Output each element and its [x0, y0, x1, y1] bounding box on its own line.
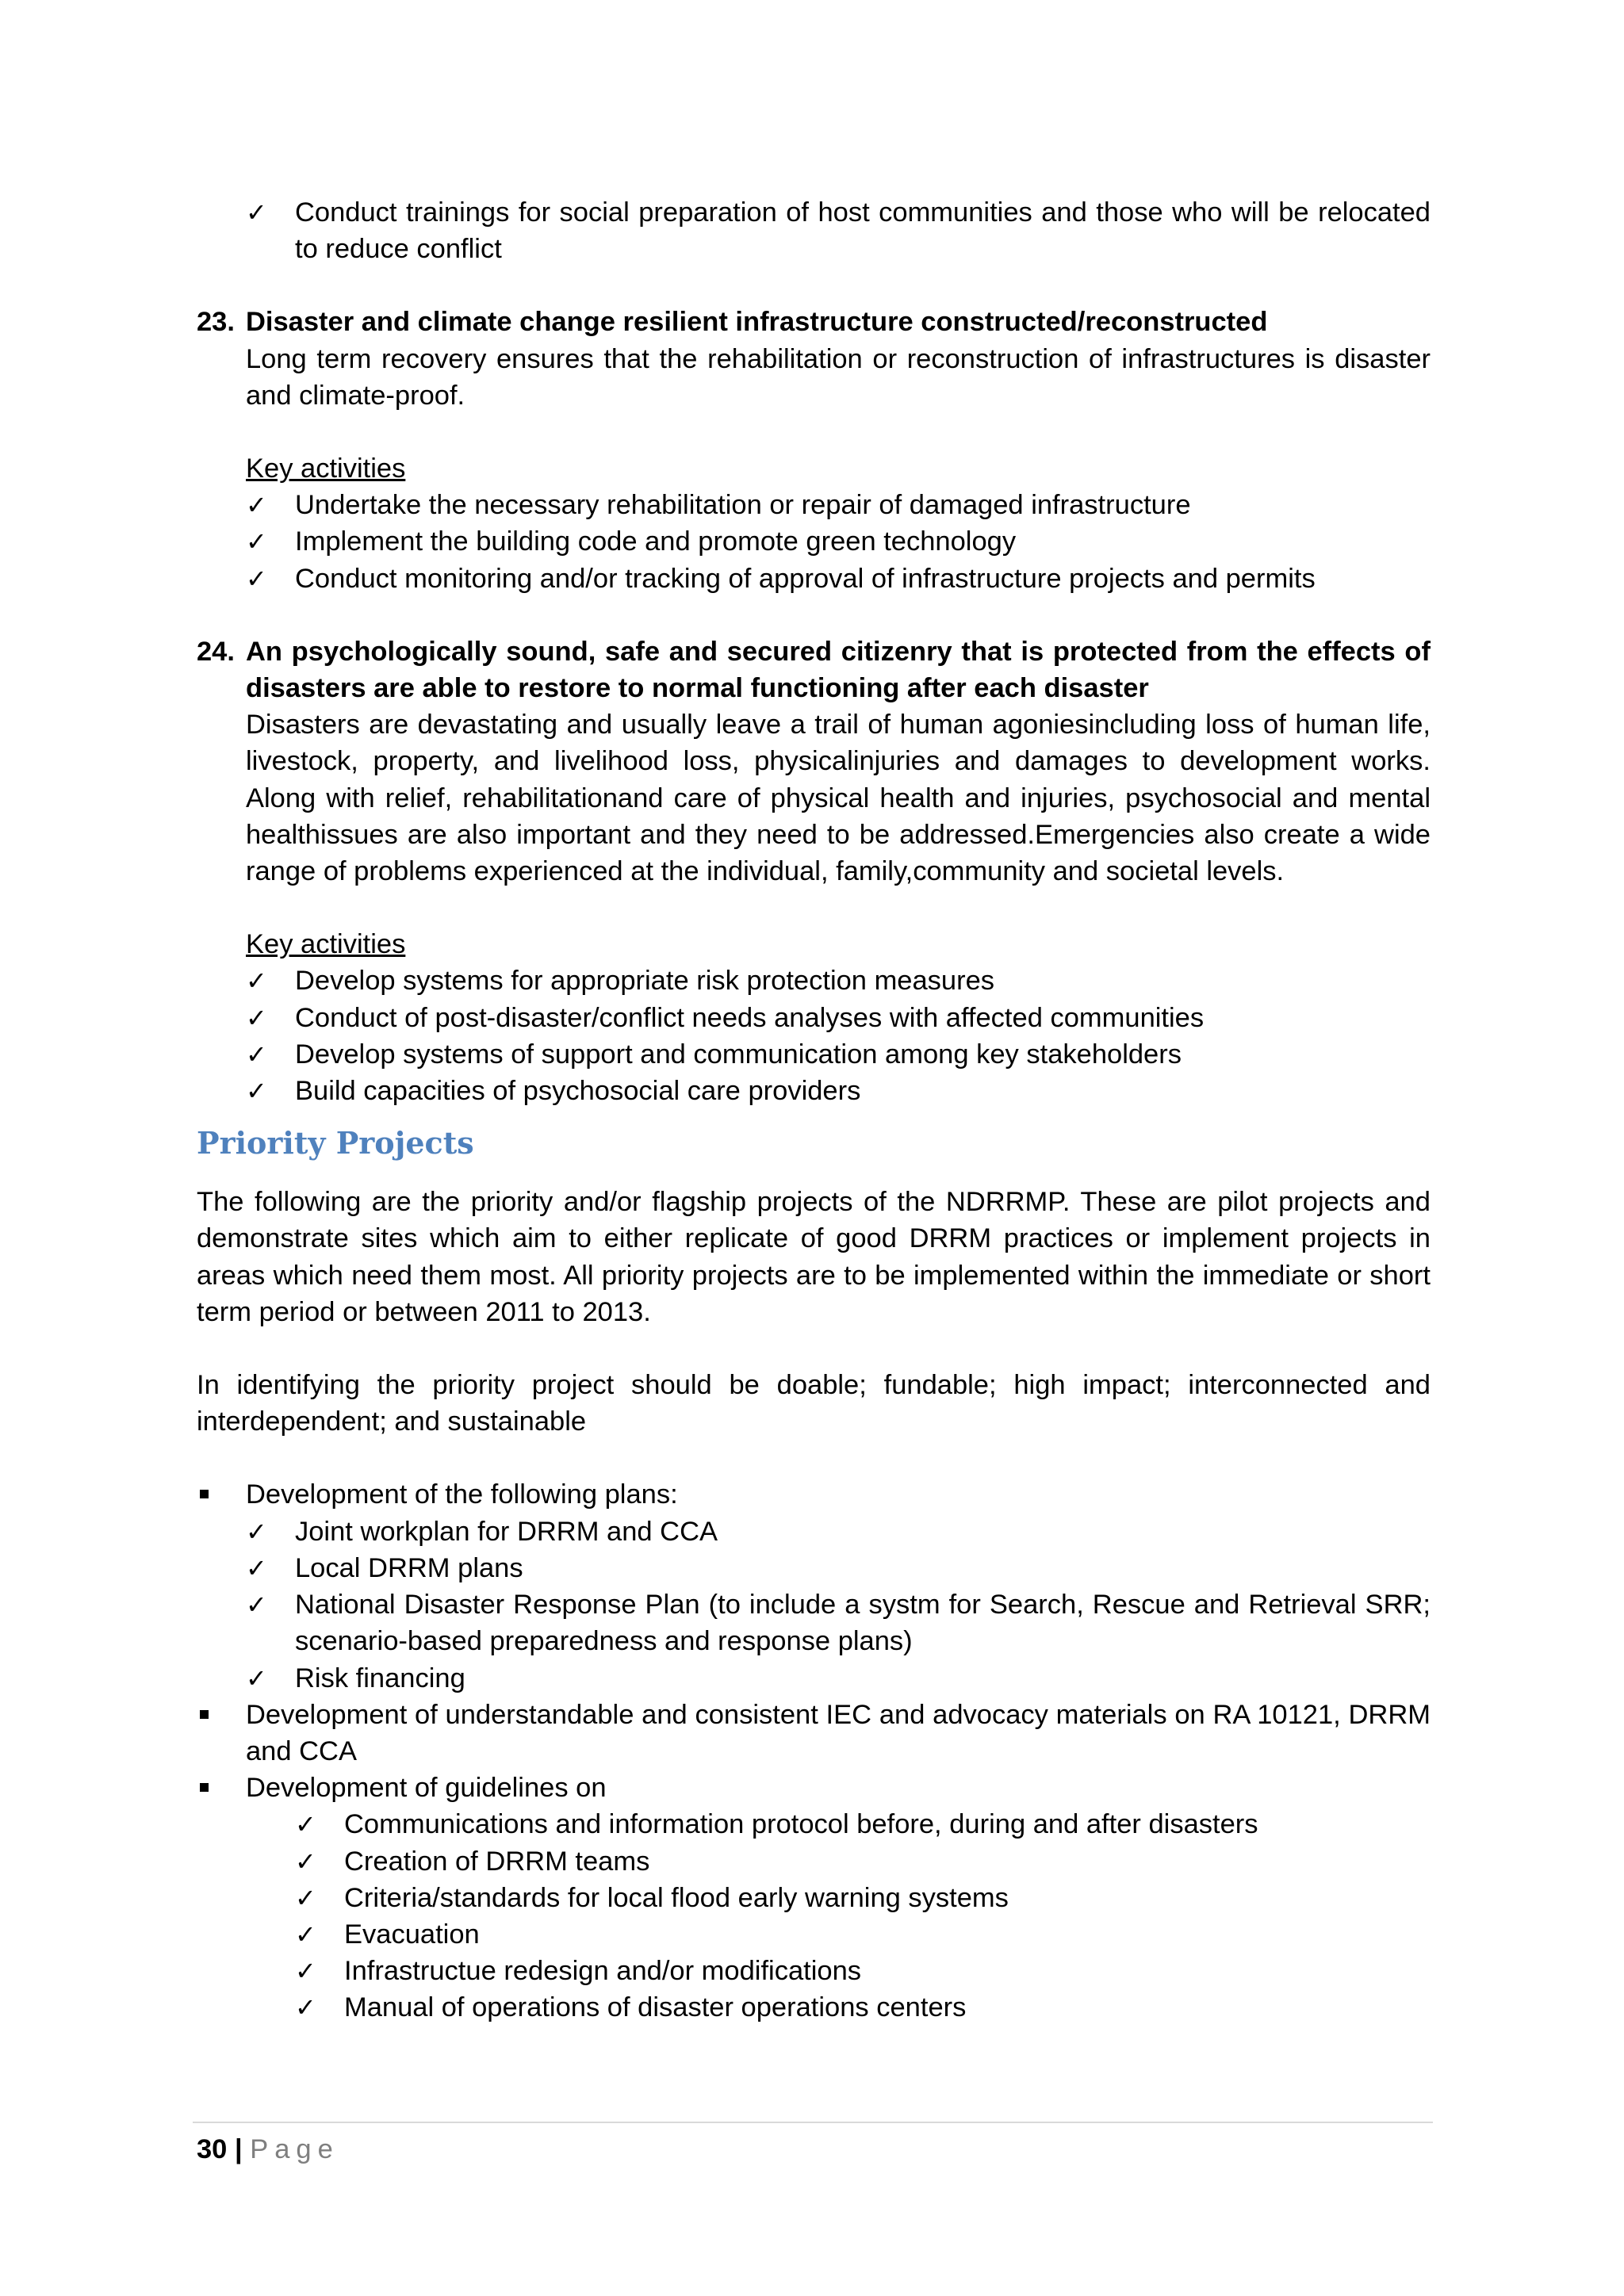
- key-activities-label: Key activities: [246, 453, 406, 484]
- bullet-text: Development of the following plans:: [246, 1479, 678, 1510]
- checklist-item: [197, 561, 1431, 597]
- bullet-item-guidelines: [197, 1770, 1431, 1806]
- checklist-text: Build capacities of psychosocial care providers: [295, 1076, 861, 1107]
- checkmark-icon: ✓: [295, 1809, 316, 1840]
- section-number: 24.: [197, 636, 235, 667]
- checklist-text: Creation of DRRM teams: [344, 1846, 650, 1877]
- bullet-item-iec: [197, 1697, 1431, 1770]
- square-bullet-icon: [200, 1783, 209, 1792]
- checkmark-icon: ✓: [246, 966, 267, 997]
- checklist-text: Infrastructue redesign and/or modifications: [344, 1956, 862, 1987]
- checkmark-icon: ✓: [246, 563, 267, 594]
- checklist-item: [197, 1843, 1431, 1880]
- section-number: 23.: [197, 307, 235, 338]
- checkmark-icon: ✓: [246, 1590, 267, 1621]
- priority-criteria-paragraph: In identifying the priority project should be doable; fundable; high impact; interconnected and interdependent; and sustainable: [197, 1370, 1431, 1437]
- bullet-text: Development of understandable and consistent IEC and advocacy materials on RA 10121, DRRM and CCA: [246, 1699, 1431, 1766]
- checklist-item: [197, 487, 1431, 523]
- checklist-item: [197, 1953, 1431, 1989]
- checklist-text: Conduct trainings for social preparation of host communities and those who will be relocated to reduce conflict: [295, 197, 1431, 265]
- checklist-text: Undertake the necessary rehabilitation or repair of damaged infrastructure: [295, 490, 1191, 521]
- section-body: Long term recovery ensures that the rehabilitation or reconstruction of infrastructures is disaster and climate-proof.: [246, 343, 1431, 411]
- document-page: [197, 194, 1431, 2026]
- checkmark-icon: ✓: [246, 197, 267, 228]
- checkmark-icon: ✓: [246, 1663, 267, 1693]
- checkmark-icon: ✓: [295, 1992, 316, 2023]
- checklist-item: [197, 523, 1431, 560]
- checklist-text: Risk financing: [295, 1663, 465, 1693]
- key-activities-label: Key activities: [246, 929, 406, 960]
- bullet-item-plans: [197, 1476, 1431, 1513]
- checklist-text: Criteria/standards for local flood early warning systems: [344, 1882, 1009, 1913]
- checklist-text: Joint workplan for DRRM and CCA: [295, 1516, 718, 1547]
- checklist-item: [197, 962, 1431, 999]
- checklist-text: Conduct monitoring and/or tracking of approval of infrastructure projects and permits: [295, 563, 1316, 594]
- bullet-text: Development of guidelines on: [246, 1773, 607, 1804]
- checkmark-icon: ✓: [295, 1919, 316, 1950]
- section-title: Disaster and climate change resilient infrastructure constructed/reconstructed: [246, 307, 1268, 338]
- checklist-text: National Disaster Response Plan (to include a systm for Search, Rescue and Retrieval SRR; scenario-based preparedness and response plans): [295, 1590, 1431, 1657]
- checklist-item: [197, 1513, 1431, 1550]
- checkmark-icon: ✓: [246, 490, 267, 521]
- checklist-text: Implement the building code and promote green technology: [295, 526, 1017, 557]
- checklist-item: [197, 1660, 1431, 1697]
- checklist-item: [197, 1880, 1431, 1916]
- priority-projects-heading: Priority Projects: [197, 1125, 474, 1161]
- priority-intro-paragraph: The following are the priority and/or flagship projects of the NDRRMP. These are pilot projects and demonstrate sites which aim to either replicate of good DRRM practices or implement projects in areas which need them most. All priority projects are to be implemented within the immediate or short term period or between 2011 to 2013.: [197, 1187, 1431, 1327]
- checkmark-icon: ✓: [295, 1846, 316, 1877]
- checklist-text: Manual of operations of disaster operations centers: [344, 1992, 967, 2023]
- page-number: 30: [197, 2134, 228, 2164]
- checklist-text: Evacuation: [344, 1919, 480, 1950]
- checklist-item: [197, 1000, 1431, 1036]
- footer-separator: |: [234, 2134, 243, 2164]
- checklist-text: Develop systems of support and communication among key stakeholders: [295, 1039, 1182, 1070]
- checkmark-icon: ✓: [246, 1076, 267, 1107]
- square-bullet-icon: [200, 1490, 209, 1498]
- checklist-text: Develop systems for appropriate risk protection measures: [295, 966, 995, 997]
- section-title: An psychologically sound, safe and secured citizenry that is protected from the effects of disasters are able to restore to normal functioning after each disaster: [246, 636, 1431, 704]
- checkmark-icon: ✓: [246, 1516, 267, 1547]
- checklist-text: Communications and information protocol before, during and after disasters: [344, 1809, 1258, 1840]
- checkmark-icon: ✓: [295, 1956, 316, 1987]
- page-label: Page: [250, 2134, 339, 2164]
- checklist-item: [197, 1550, 1431, 1586]
- checklist-item: [197, 194, 1431, 267]
- checkmark-icon: ✓: [246, 1039, 267, 1070]
- square-bullet-icon: [200, 1710, 209, 1719]
- checkmark-icon: ✓: [246, 1002, 267, 1033]
- checklist-item: [197, 1989, 1431, 2026]
- checklist-text: Local DRRM plans: [295, 1552, 523, 1583]
- checkmark-icon: ✓: [246, 1552, 267, 1583]
- checklist-item: [197, 1073, 1431, 1109]
- page-footer: [193, 2122, 1433, 2164]
- section-24: [197, 633, 1431, 963]
- checklist-item: [197, 1586, 1431, 1659]
- checkmark-icon: ✓: [246, 526, 267, 557]
- checklist-item: [197, 1806, 1431, 1843]
- page-number-line: [197, 2131, 339, 2168]
- checkmark-icon: ✓: [295, 1882, 316, 1913]
- checklist-item: [197, 1916, 1431, 1953]
- section-body: Disasters are devastating and usually leave a trail of human agoniesincluding loss of human life, livestock, property, and livelihood loss, physicalinjuries and damages to development works. Along with relief, rehabilitationand care of physical health and injuries, psychosocial and mental healthissues are also important and they need to be addressed.Emergencies also create a wide range of problems experienced at the individual, family,community and societal levels.: [246, 710, 1431, 887]
- checklist-item: [197, 1036, 1431, 1073]
- checklist-text: Conduct of post-disaster/conflict needs analyses with affected communities: [295, 1002, 1205, 1033]
- section-23: [197, 304, 1431, 487]
